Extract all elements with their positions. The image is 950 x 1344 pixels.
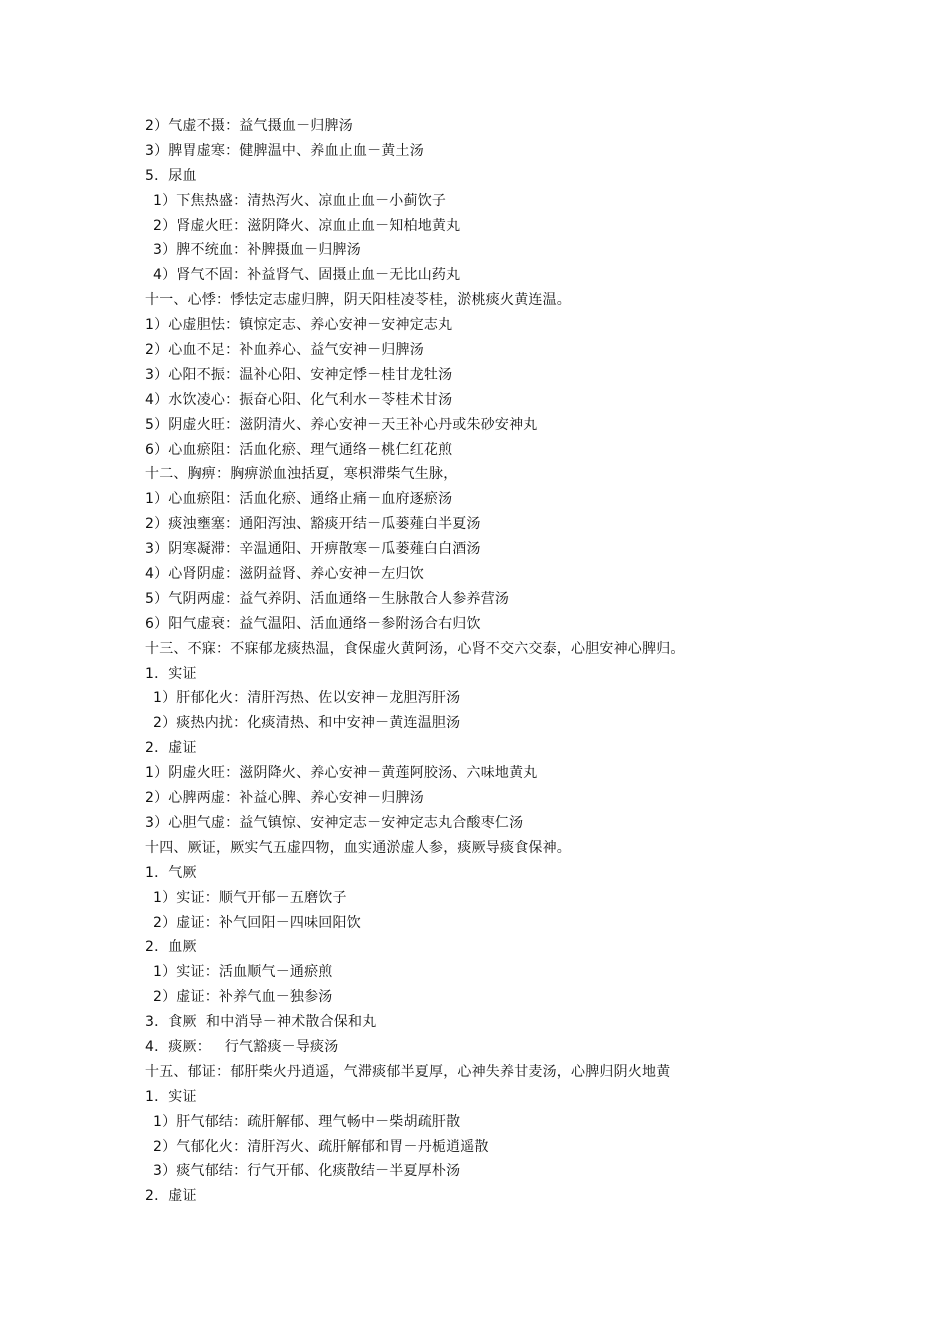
text-line: 4）肾气不固：补益肾气、固摄止血－无比山药丸 xyxy=(153,267,461,284)
text-line: 3）脾不统血：补脾摄血－归脾汤 xyxy=(153,242,361,259)
text-line: 2．血厥 xyxy=(145,939,197,956)
text-line: 6）心血瘀阻：活血化瘀、理气通络－桃仁红花煎 xyxy=(145,441,453,458)
text-line: 2）心脾两虚：补益心脾、养心安神－归脾汤 xyxy=(145,790,424,807)
text-line: 1）阴虚火旺：滋阴降火、养心安神－黄莲阿胶汤、六味地黄丸 xyxy=(145,765,538,782)
text-line: 1）心虚胆怯：镇惊定志、养心安神－安神定志丸 xyxy=(145,317,453,334)
text-line: 1）肝郁化火：清肝泻热、佐以安神－龙胆泻肝汤 xyxy=(153,690,461,707)
text-line: 5．尿血 xyxy=(145,167,197,184)
text-line: 5）气阴两虚：益气养阴、活血通络－生脉散合人参养营汤 xyxy=(145,590,510,607)
text-line: 2）心血不足：补血养心、益气安神－归脾汤 xyxy=(145,342,424,359)
text-line: 4．痰厥： 行气豁痰－导痰汤 xyxy=(145,1038,339,1055)
text-line: 2）痰浊壅塞：通阳泻浊、豁痰开结－瓜蒌薤白半夏汤 xyxy=(145,516,481,533)
text-line: 3）阴寒凝滞：辛温通阳、开痹散寒－瓜蒌薤白白酒汤 xyxy=(145,541,481,558)
text-line: 1）心血瘀阻：活血化瘀、通络止痛－血府逐瘀汤 xyxy=(145,491,453,508)
text-line: 1．气厥 xyxy=(145,864,197,881)
text-line: 1．实证 xyxy=(145,665,197,682)
text-line: 2．虚证 xyxy=(145,740,197,757)
text-line: 6）阳气虚衰：益气温阳、活血通络－参附汤合右归饮 xyxy=(145,615,481,632)
text-line: 2）肾虚火旺：滋阴降火、凉血止血－知柏地黄丸 xyxy=(153,217,461,234)
text-line: 十四、厥证，厥实气五虚四物，血实通淤虚人参，痰厥导痰食保神。 xyxy=(145,839,571,856)
text-line: 十一、心悸：悸怯定志虚归脾，阴天阳桂凌苓桂，淤桃痰火黄连温。 xyxy=(145,292,571,309)
text-line: 3）脾胃虚寒：健脾温中、养血止血－黄土汤 xyxy=(145,142,424,159)
text-line: 3）痰气郁结：行气开郁、化痰散结－半夏厚朴汤 xyxy=(153,1163,461,1180)
text-line: 3．食厥 和中消导－神术散合保和丸 xyxy=(145,1014,377,1031)
text-line: 1）下焦热盛：清热泻火、凉血止血－小蓟饮子 xyxy=(153,192,447,209)
text-line: 2）气郁化火：清肝泻火、疏肝解郁和胃－丹栀逍遥散 xyxy=(153,1138,489,1155)
text-line: 5）阴虚火旺：滋阴清火、养心安神－天王补心丹或朱砂安神丸 xyxy=(145,416,538,433)
text-line: 2）气虚不摄：益气摄血－归脾汤 xyxy=(145,118,353,134)
text-line: 1．实证 xyxy=(145,1088,197,1105)
document-body xyxy=(145,114,905,1209)
text-line: 4）水饮凌心：振奋心阳、化气利水－苓桂术甘汤 xyxy=(145,391,453,408)
text-line: 2）虚证：补气回阳－四味回阳饮 xyxy=(153,914,361,931)
text-line: 1）实证：活血顺气－通瘀煎 xyxy=(153,964,333,981)
text-line: 3）心胆气虚：益气镇惊、安神定志－安神定志丸合酸枣仁汤 xyxy=(145,814,524,831)
text-line: 2．虚证 xyxy=(145,1188,197,1205)
text-line: 1）肝气郁结：疏肝解郁、理气畅中－柴胡疏肝散 xyxy=(153,1113,461,1130)
text-line: 2）虚证：补养气血－独参汤 xyxy=(153,989,333,1006)
text-line: 4）心肾阴虚：滋阴益肾、养心安神－左归饮 xyxy=(145,566,424,583)
text-line: 1）实证：顺气开郁－五磨饮子 xyxy=(153,889,347,906)
text-line: 十二、胸痹：胸痹淤血浊括夏，寒枳滞柴气生脉， xyxy=(145,466,458,483)
text-line: 十三、不寐：不寐郁龙痰热温，食保虚火黄阿汤，心肾不交六交泰，心胆安神心脾归。 xyxy=(145,640,685,657)
text-line: 2）痰热内扰：化痰清热、和中安神－黄连温胆汤 xyxy=(153,715,461,732)
text-line: 十五、郁证：郁肝柴火丹逍遥，气滞痰郁半夏厚，心神失养甘麦汤，心脾归阴火地黄 xyxy=(145,1063,671,1080)
text-line: 3）心阳不振：温补心阳、安神定悸－桂甘龙牡汤 xyxy=(145,366,453,383)
